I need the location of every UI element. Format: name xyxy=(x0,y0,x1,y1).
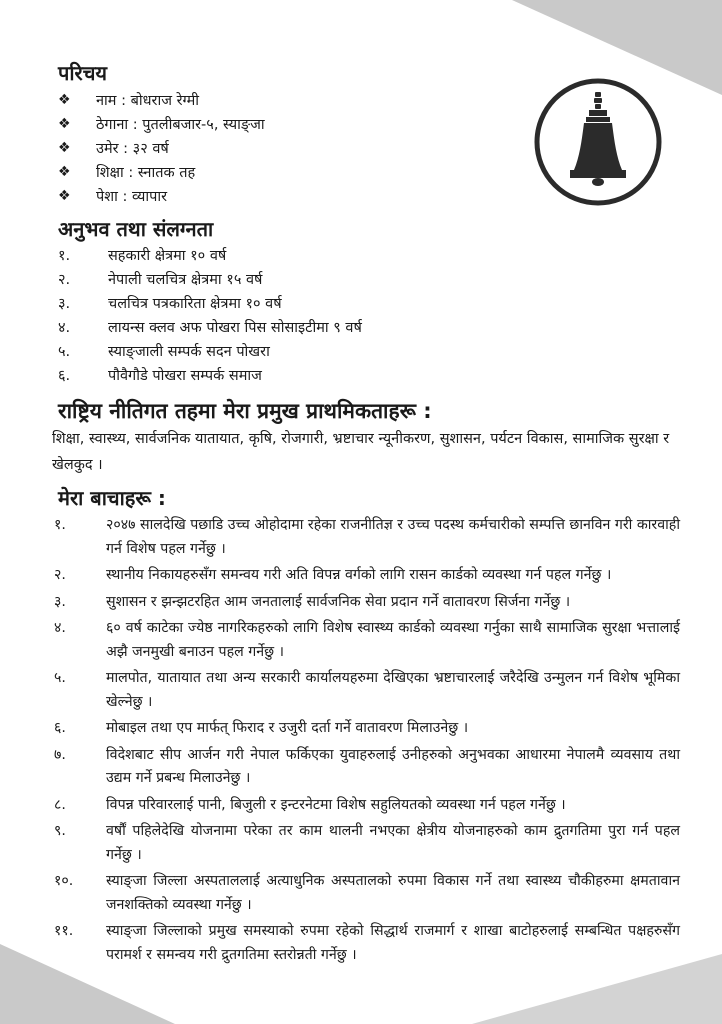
intro-item-text: उमेर : ३२ वर्ष xyxy=(96,141,169,157)
item-text: नेपाली चलचित्र क्षेत्रमा १५ वर्ष xyxy=(108,272,263,288)
bullet-icon: ❖ xyxy=(58,92,71,108)
item-number: १०. xyxy=(54,873,74,889)
item-text: चलचित्र पत्रकारिता क्षेत्रमा १० वर्ष xyxy=(108,296,282,312)
item-number: ११. xyxy=(54,923,74,939)
intro-item xyxy=(58,160,265,184)
experience-heading: अनुभव तथा संलग्नता xyxy=(58,217,214,241)
intro-item-text: पेशा : व्यापार xyxy=(96,189,168,205)
item-text: विदेशबाट सीप आर्जन गरी नेपाल फर्किएका युवाहरुलाई उनीहरुको अनुभवका आधारमा नेपालमै व्यवसाय तथा उद्यम गर्ने प्रबन्ध मिलाउनेछु । xyxy=(106,746,680,786)
promises-section xyxy=(54,485,680,970)
intro-heading: परिचय xyxy=(58,61,108,85)
experience-list xyxy=(58,244,680,388)
intro-item-text: नाम : बोधराज रेग्मी xyxy=(96,93,200,109)
item-number: ३. xyxy=(58,296,71,312)
item-text: मोबाइल तथा एप मार्फत् फिराद र उजुरी दर्ता गर्ने वातावरण मिलाउनेछु । xyxy=(106,720,469,736)
item-text: विपन्न परिवारलाई पानी, बिजुली र इन्टरनेटमा विशेष सहुलियतको व्यवस्था गर्न पहल गर्नेछु । xyxy=(106,796,566,813)
list-item xyxy=(54,870,680,917)
item-number: ६. xyxy=(54,720,66,736)
item-text: स्याङ्जाली सम्पर्क सदन पोखरा xyxy=(108,344,270,360)
item-text: लायन्स क्लव अफ पोखरा पिस सोसाइटीमा ९ वर्ष xyxy=(108,320,362,336)
intro-item xyxy=(58,112,265,136)
list-item xyxy=(54,794,680,818)
list-item xyxy=(58,244,680,268)
list-item xyxy=(54,564,680,588)
intro-item xyxy=(58,184,265,208)
list-item xyxy=(58,316,680,340)
item-text: स्थानीय निकायहरुसँग समन्वय गरी अति विपन्न वर्गको लागि रासन कार्डको व्यवस्था गर्न पहल गर्नेछु । xyxy=(106,567,612,583)
item-text: वर्षौं पहिलेदेखि योजनामा परेका तर काम थालनी नभएका क्षेत्रीय योजनाहरुको काम द्रुतगतिमा पुरा गर्न पहल गर्नेछु । xyxy=(106,823,680,863)
list-item xyxy=(54,591,680,615)
item-number: ७. xyxy=(54,746,66,763)
item-text: सहकारी क्षेत्रमा १० वर्ष xyxy=(108,248,227,264)
bullet-icon: ❖ xyxy=(58,188,71,204)
list-item xyxy=(54,667,680,714)
list-item xyxy=(54,717,680,741)
bullet-icon: ❖ xyxy=(58,164,71,180)
list-item xyxy=(54,514,680,561)
intro-list xyxy=(58,88,265,208)
item-number: १. xyxy=(58,248,71,264)
list-item xyxy=(58,268,680,292)
list-item xyxy=(54,920,680,967)
bullet-icon: ❖ xyxy=(58,116,71,132)
item-text: सुशासन र झन्झटरहित आम जनतालाई सार्वजनिक सेवा प्रदान गर्ने वातावरण सिर्जना गर्नेछु । xyxy=(106,593,571,610)
list-item xyxy=(58,292,680,316)
item-number: ६. xyxy=(58,368,71,384)
item-number: २. xyxy=(54,567,66,583)
item-number: ८. xyxy=(54,796,66,813)
intro-item-text: शिक्षा : स्नातक तह xyxy=(96,165,196,181)
priorities-section xyxy=(52,398,680,478)
item-number: ३. xyxy=(54,593,66,610)
item-text: २०४७ सालदेखि पछाडि उच्च ओहोदामा रहेका राजनीतिज्ञ र उच्च पदस्थ कर्मचारीको सम्पत्ति छानविन गरी कारवाही गर्न विशेष पहल गर्नेछु । xyxy=(106,517,680,557)
item-text: स्याङ्जा जिल्लाको प्रमुख समस्याको रुपमा रहेको सिद्धार्थ राजमार्ग र शाखा बाटोहरुलाई सम्बन्धित पक्षहरुसँग परामर्श र समन्वय गरी द्रुतगतिमा स्तरोन्नती गर्नेछु । xyxy=(106,923,680,963)
list-item xyxy=(58,364,680,388)
item-number: ५. xyxy=(54,670,66,686)
item-number: ४. xyxy=(58,320,71,336)
list-item xyxy=(54,820,680,867)
bell-icon xyxy=(534,78,662,206)
bell-logo xyxy=(534,78,662,206)
intro-item-text: ठेगाना : पुतलीबजार-५, स्याङ्जा xyxy=(96,117,265,133)
promises-heading: मेरा बाचाहरू : xyxy=(58,486,166,510)
item-text: पौवैगौडे पोखरा सम्पर्क समाज xyxy=(108,368,262,384)
intro-item xyxy=(58,136,265,160)
item-text: स्याङ्जा जिल्ला अस्पताललाई अत्याधुनिक अस्पतालको रुपमा विकास गर्ने तथा स्वास्थ्य चौकीहरुमा क्षमतावान जनशक्तिको व्यवस्था गर्नेछु । xyxy=(106,873,680,913)
list-item xyxy=(58,340,680,364)
item-number: ५. xyxy=(58,344,71,360)
item-number: ९. xyxy=(54,823,66,839)
list-item xyxy=(54,617,680,664)
priorities-heading: राष्ट्रिय नीतिगत तहमा मेरा प्रमुख प्राथमिकताहरू : xyxy=(58,399,432,423)
item-text: मालपोत, यातायात तथा अन्य सरकारी कार्यालयहरुमा देखिएका भ्रष्टाचारलाई जरैदेखि उन्मुलन गर्न विशेष भूमिका खेल्नेछु । xyxy=(106,670,680,710)
item-number: २. xyxy=(58,272,71,288)
promises-list xyxy=(54,514,680,967)
intro-section xyxy=(58,60,265,208)
experience-section xyxy=(58,216,680,388)
intro-item xyxy=(58,88,265,112)
priorities-text: शिक्षा, स्वास्थ्य, सार्वजनिक यातायात, कृषि, रोजगारी, भ्रष्टाचार न्यूनीकरण, सुशासन, पर्यटन विकास, सामाजिक सुरक्षा र खेलकुद । xyxy=(52,431,670,473)
item-number: १. xyxy=(54,517,66,533)
list-item xyxy=(54,744,680,791)
item-text: ६० वर्ष काटेका ज्येष्ठ नागरिकहरुको लागि विशेष स्वास्थ्य कार्डको व्यवस्था गर्नुका साथै सामाजिक सुरक्षा भत्तालाई अझै जनमुखी बनाउन पहल गर्नेछु । xyxy=(106,620,680,660)
bullet-icon: ❖ xyxy=(58,140,71,156)
item-number: ४. xyxy=(54,620,66,636)
